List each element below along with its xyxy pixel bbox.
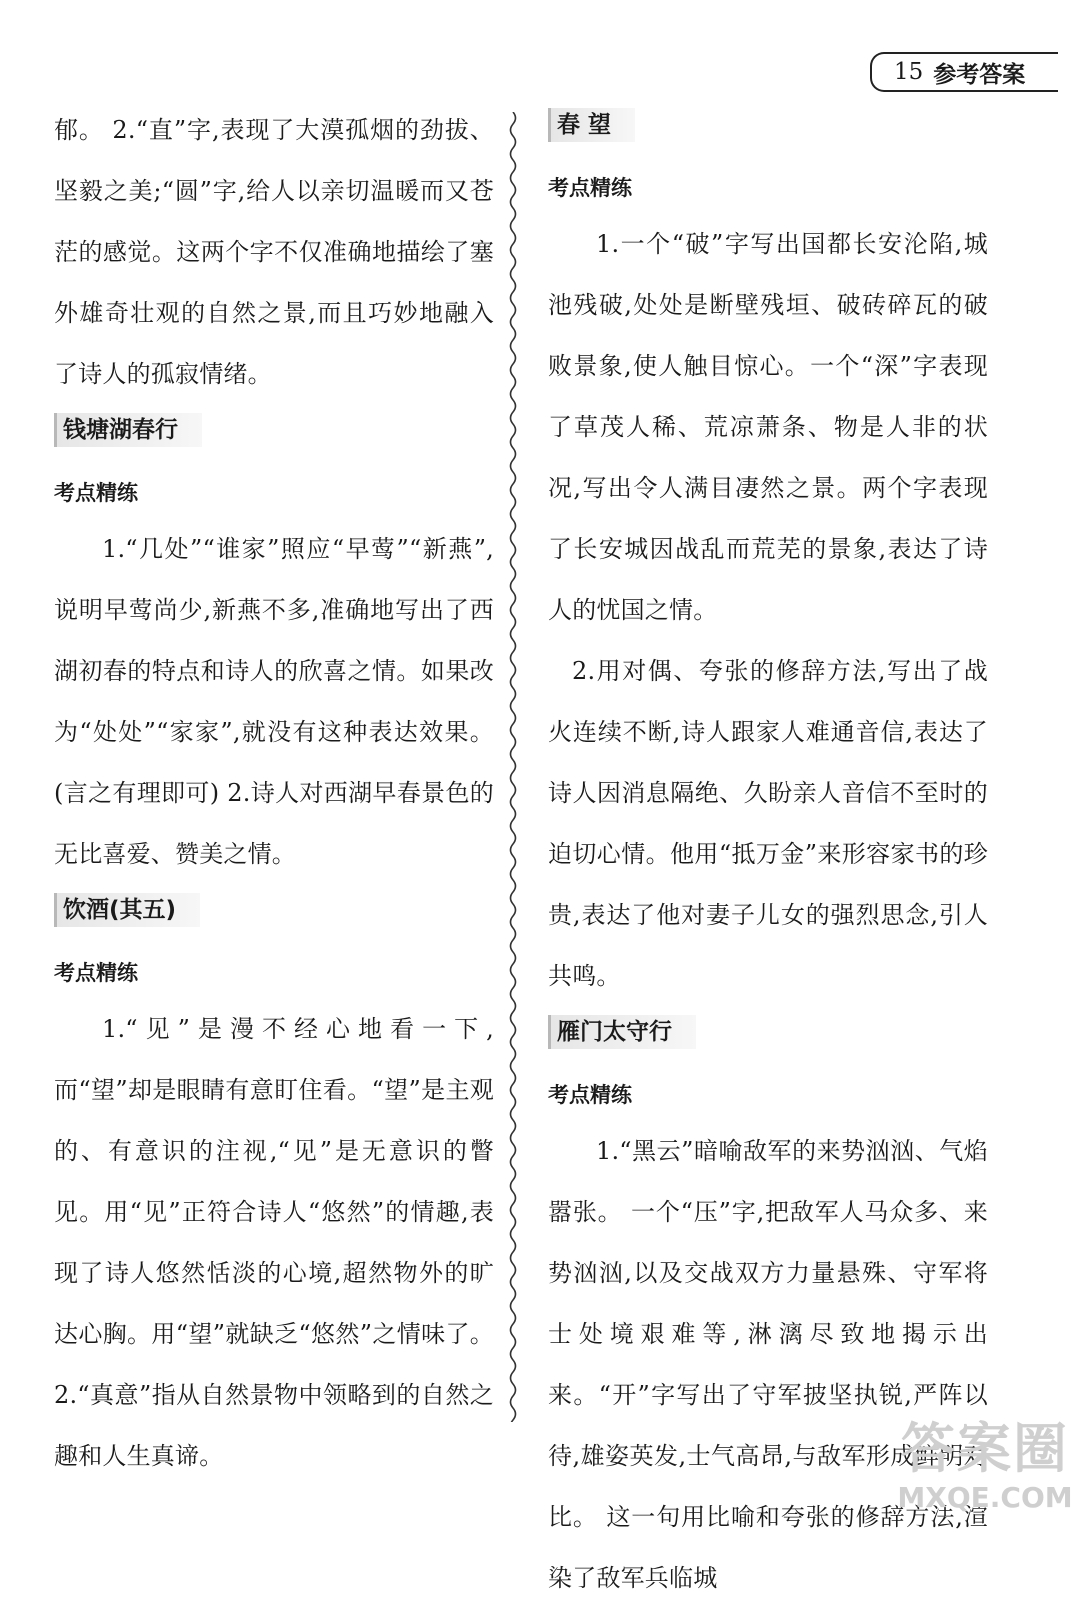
page-header-tab xyxy=(870,52,1058,92)
answer-paragraph: 1.“几处”“谁家”照应“早莺”“新燕”,说明早莺尚少,新燕不多,准确地写出了西湖初春的特点和诗人的欣喜之情。如果改为“处处”“家家”,就没有这种表达效果。(言之有理即可) 2.诗人对西湖早春景色的无比喜爱、赞美之情。 xyxy=(54,535,494,868)
watermark-logo xyxy=(892,1418,1078,1536)
subsection-title: 考点精练 xyxy=(54,961,138,985)
answer-paragraph: 1.一个“破”字写出国都长安沦陷,城池残破,处处是断壁残垣、破砖碎瓦的破败景象,使人触目惊心。一个“深”字表现了草茂人稀、荒凉萧条、物是人非的状况,写出令人满目凄然之景。两个字表现了长安城因战乱而荒芜的景象,表达了诗人的忧国之情。 xyxy=(548,230,988,624)
watermark-sub: MXQE.COM xyxy=(897,1481,1073,1514)
wavy-divider xyxy=(506,112,520,1422)
right-column xyxy=(548,100,988,1609)
page-number: 15 xyxy=(894,59,924,85)
left-column xyxy=(54,100,494,1487)
section-title-yanmen: 雁门太守行 xyxy=(548,1015,696,1049)
answer-paragraph: 2.用对偶、夸张的修辞方法,写出了战火连续不断,诗人跟家人难通音信,表达了诗人因消息隔绝、久盼亲人音信不至时的迫切心情。他用“抵万金”来形容家书的珍贵,表达了他对妻子儿女的强烈思念,引人共鸣。 xyxy=(548,657,988,990)
answer-paragraph: 1.“见”是漫不经心地看一下,而“望”却是眼睛有意盯住看。“望”是主观的、有意识的注视,“见”是无意识的瞥见。用“见”正符合诗人“悠然”的情趣,表现了诗人悠然恬淡的心境,超然物外的旷达心胸。用“望”就缺乏“悠然”之情味了。 2.“真意”指从自然景物中领略到的自然之趣和人生真谛。 xyxy=(54,1015,494,1470)
subsection-title: 考点精练 xyxy=(548,1083,632,1107)
answer-paragraph: 1.“黑云”暗喻敌军的来势汹汹、气焰嚣张。 一个“压”字,把敌军人马众多、来势汹汹,以及交战双方力量悬殊、守军将士处境艰难等,淋漓尽致地揭示出来。“开”字写出了守军披坚执锐,严阵以待,雄姿英发,士气高昂,与敌军形成鲜明对比。 这一句用比喻和夸张的修辞方法,渲染了敌军兵临城 xyxy=(548,1137,988,1592)
watermark-main: 答案圈 xyxy=(901,1417,1069,1480)
intro-paragraph: 郁。 2.“直”字,表现了大漠孤烟的劲拔、坚毅之美;“圆”字,给人以亲切温暖而又苍茫的感觉。这两个字不仅准确地描绘了塞外雄奇壮观的自然之景,而且巧妙地融入了诗人的孤寂情绪。 xyxy=(54,116,494,388)
section-title-yinjiu: 饮酒(其五) xyxy=(54,893,200,927)
subsection-title: 考点精练 xyxy=(548,176,632,200)
header-title: 参考答案 xyxy=(933,61,1026,88)
section-title-qiantang: 钱塘湖春行 xyxy=(54,413,202,447)
section-title-chunwang: 春 望 xyxy=(548,108,635,142)
subsection-title: 考点精练 xyxy=(54,481,138,505)
